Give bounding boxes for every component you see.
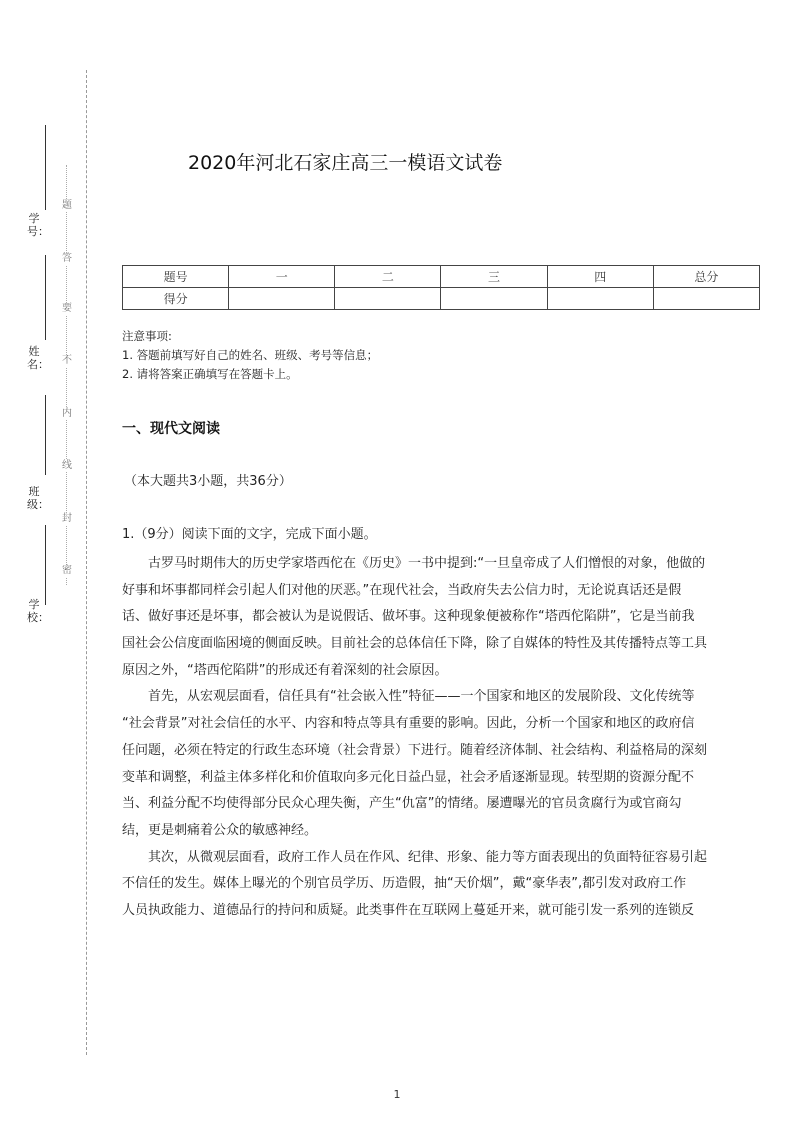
- notes-heading: 注意事项:: [122, 329, 172, 343]
- score-row-label: 得分: [123, 288, 229, 310]
- passage-line: 人员执政能力、道德品行的持问和质疑。此类事件在互联网上蔓延开来，就可能引发一系列的连锁反: [122, 902, 695, 918]
- passage-line: 话、做好事还是坏事，都会被认为是说假话、做坏事。这种现象便被称作“塔西佗陷阱”，它是当前我: [122, 609, 695, 625]
- seal-char: 密: [62, 565, 72, 576]
- name-label: 姓名：: [27, 345, 49, 371]
- score-table-header-row: [123, 266, 760, 288]
- passage: [122, 551, 764, 925]
- binding-line-1: [45, 125, 46, 210]
- notes-item: 1. 答题前填写好自己的姓名、班级、考号等信息；: [122, 348, 379, 362]
- passage-line: 当、利益分配不均使得部分民众心理失衡，产生“仇富”的情绪。屡遭曝光的官员贪腐行为或官商勾: [122, 796, 682, 812]
- section-info: （本大题共3小题，共36分）: [124, 474, 292, 489]
- seal-char: 要: [62, 303, 72, 314]
- question-head: 1.（9分）阅读下面的文字，完成下面小题。: [122, 527, 377, 542]
- seal-char: 不: [62, 355, 72, 366]
- class-label: 班级：: [27, 485, 49, 511]
- score-table-score-row: [123, 288, 760, 310]
- binding-line-3: [45, 395, 46, 475]
- passage-line: 古罗马时期伟大的历史学家塔西佗在《历史》一书中提到:“一旦皇帝成了人们憎恨的对象，他做的: [148, 556, 706, 571]
- score-table-header: 三: [441, 266, 547, 288]
- passage-line: “社会背景”对社会信任的水平、内容和特点等具有重要的影响。因此，分析一个国家和地区的政府信: [122, 716, 695, 732]
- passage-line: 其次，从微观层面看，政府工作人员在作风、纪律、形象、能力等方面表现出的负面特征容易引起: [148, 849, 708, 865]
- score-table-header: 总分: [653, 266, 759, 288]
- binding-line-4: [45, 525, 46, 605]
- passage-line: 国社会公信度面临困境的侧面反映。目前社会的总体信任下降，除了自媒体的特性及其传播特点等工具: [122, 636, 708, 652]
- school-label: 学校：: [27, 598, 49, 624]
- passage-line: 任问题，必须在特定的行政生态环境（社会背景）下进行。随着经济体制、社会结构、利益格局的深刻: [122, 742, 708, 758]
- page-number: 1: [393, 1088, 401, 1101]
- score-cell[interactable]: [335, 288, 441, 310]
- notes-item: 2. 请将答案正确填写在答题卡上。: [122, 367, 298, 381]
- score-cell[interactable]: [441, 288, 547, 310]
- score-table-header: 二: [335, 266, 441, 288]
- passage-line: 原因之外，“塔西佗陷阱”的形成还有着深刻的社会原因。: [122, 662, 448, 678]
- passage-line: 不信任的发生。媒体上曝光的个别官员学历、历造假，抽“天价烟”，戴“豪华表”,都引发对政府工作: [122, 876, 687, 892]
- score-cell[interactable]: [547, 288, 653, 310]
- score-cell[interactable]: [653, 288, 759, 310]
- passage-line: 结，更是刺痛着公众的敏感神经。: [122, 822, 318, 838]
- score-table-header: 一: [229, 266, 335, 288]
- score-table-header: 四: [547, 266, 653, 288]
- seal-char: 题: [62, 200, 72, 211]
- seal-char: 封: [62, 513, 72, 524]
- notes-block: [122, 327, 378, 384]
- score-cell[interactable]: [229, 288, 335, 310]
- passage-line: 首先，从宏观层面看，信任具有“社会嵌入性”特征——一个国家和地区的发展阶段、文化传统等: [148, 689, 695, 705]
- student-id-label: 学号：: [27, 212, 49, 238]
- seal-char: 答: [62, 253, 72, 264]
- score-table: [122, 265, 760, 310]
- seal-char: 内: [62, 408, 72, 419]
- section-title: 一、现代文阅读: [122, 421, 220, 437]
- passage-line: 好事和坏事都同样会引起人们对他的厌恶。”在现代社会，当政府失去公信力时，无论说真话还是假: [122, 582, 682, 598]
- passage-line: 变革和调整，利益主体多样化和价值取向多元化日益凸显，社会矛盾逐渐显现。转型期的资源分配不: [122, 769, 695, 785]
- seal-char: 线: [62, 460, 72, 471]
- exam-title: 2020年河北石家庄高三一模语文试卷: [188, 152, 503, 174]
- score-table-header: 题号: [123, 266, 229, 288]
- binding-line-2: [45, 255, 46, 340]
- fold-line: [86, 70, 87, 1055]
